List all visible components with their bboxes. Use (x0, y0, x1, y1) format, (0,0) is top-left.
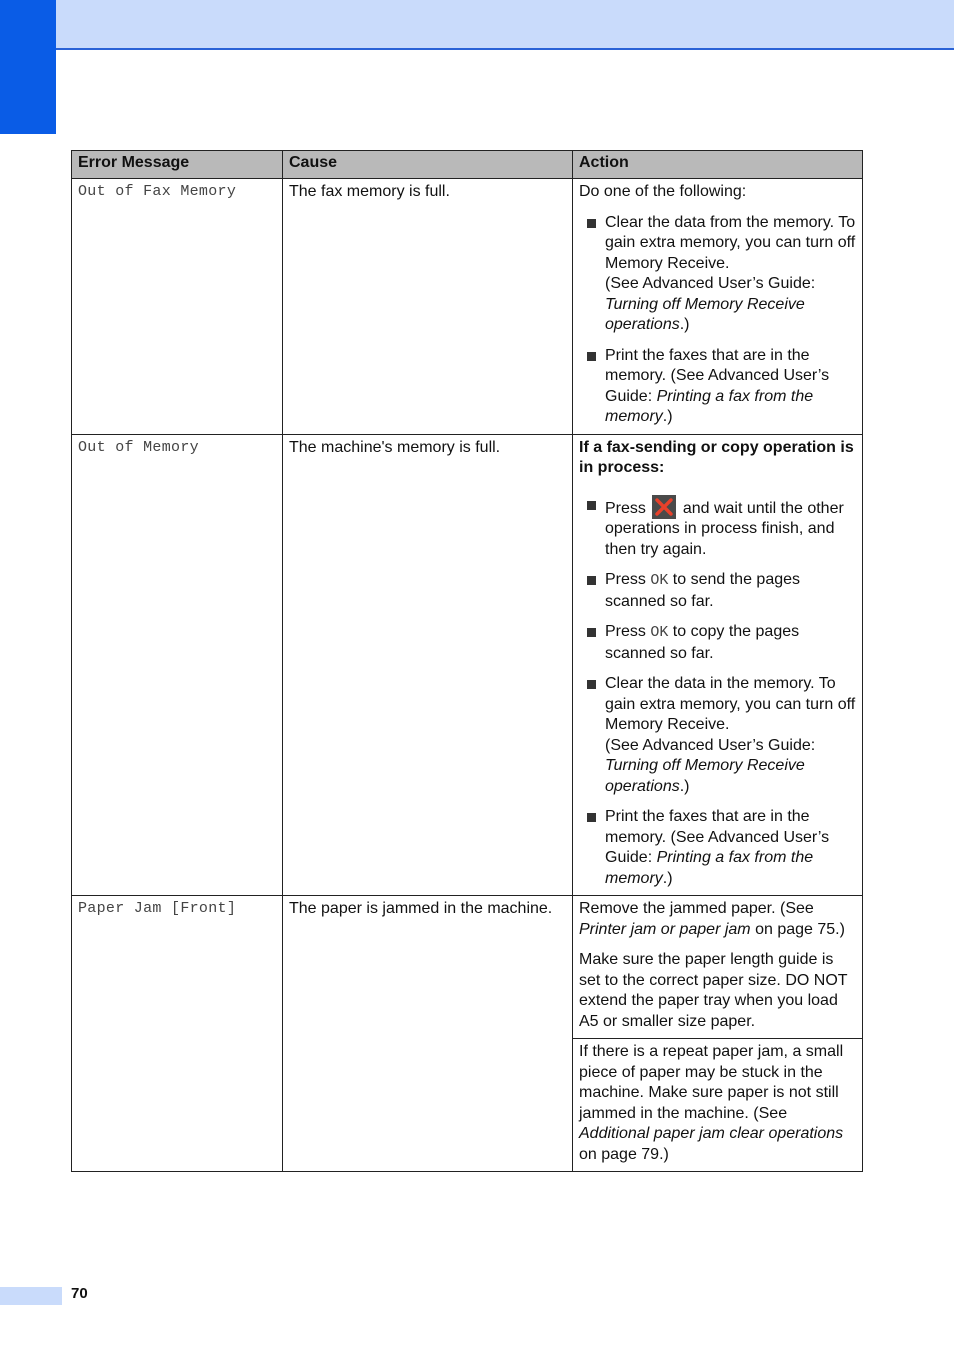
bullet-text: to send the pages scanned so far. (605, 571, 801, 610)
bullet-reference: Printing a fax from the memory (605, 849, 814, 887)
action-bullet (587, 346, 856, 428)
error-message: Paper Jam [Front] (78, 900, 237, 917)
bullet-square-icon (587, 501, 596, 510)
error-message-cell (72, 896, 283, 1172)
cause-cell (283, 434, 573, 896)
action-bullet (587, 674, 856, 797)
header-cause: Cause (283, 151, 573, 179)
action-text: Remove the jammed paper. (See (579, 900, 814, 917)
bullet-square-icon (587, 576, 596, 585)
bullet-text-end: .) (662, 869, 673, 887)
cause-cell (283, 179, 573, 435)
table-header-row (72, 151, 863, 179)
error-message-cell (72, 179, 283, 435)
action-content (573, 1039, 862, 1171)
action-paragraph (579, 1042, 856, 1165)
bullet-text: Print the faxes that are in the memory. (See Advanced User’s Guide: (605, 346, 830, 405)
ok-key-label: OK (650, 624, 669, 641)
bullet-reference: Turning off Memory Receive operations (605, 757, 805, 795)
table-row (72, 896, 863, 1172)
bullet-text-end: .) (662, 408, 673, 425)
error-message-table (71, 150, 863, 1172)
bullet-reference: Printing a fax from the memory (605, 387, 814, 425)
bullet-text: Press (605, 499, 646, 517)
bullet-text-end: .) (679, 316, 690, 333)
action-text: on page 79.) (579, 1145, 669, 1163)
bullet-text: (See Advanced User’s Guide: (605, 275, 816, 292)
action-bullet (587, 213, 856, 336)
action-heading: If a fax-sending or copy operation is in process: (579, 438, 854, 476)
bullet-text: Print the faxes that are in the memory. (See Advanced User’s Guide: (605, 808, 830, 866)
bullet-square-icon (587, 628, 596, 637)
action-content (573, 179, 862, 434)
cause-text: The paper is jammed in the machine. (289, 900, 553, 917)
bullet-text: Press (605, 571, 651, 588)
bullet-square-icon (587, 352, 596, 361)
cause-cell (283, 896, 573, 1172)
header-band (0, 0, 954, 50)
chapter-tab (0, 0, 56, 134)
table-row (72, 434, 863, 896)
action-cell (573, 179, 863, 435)
action-bullet (587, 495, 856, 561)
bullet-reference: Turning off Memory Receive operations (605, 295, 805, 333)
error-message: Out of Fax Memory (78, 183, 237, 200)
stop-x-icon (652, 495, 676, 519)
action-cell (573, 896, 863, 1172)
action-intro: Do one of the following: (579, 183, 747, 200)
action-bullet (587, 570, 856, 612)
action-paragraph (579, 899, 856, 940)
bullet-text: and wait until the other operations in process finish, and then try again. (605, 499, 844, 558)
action-reference: Printer jam or paper jam (579, 920, 751, 938)
footer-bar (0, 1287, 62, 1305)
header-error-message: Error Message (72, 151, 283, 179)
action-content (573, 435, 862, 896)
action-content (573, 896, 862, 1038)
bullet-text: (See Advanced User’s Guide: (605, 736, 816, 754)
cause-text: The fax memory is full. (289, 183, 450, 200)
bullet-text: Press (605, 623, 651, 640)
bullet-text: to copy the pages scanned so far. (605, 623, 800, 662)
action-bullet (587, 807, 856, 889)
cause-text: The machine's memory is full. (289, 438, 501, 456)
header-action: Action (573, 151, 863, 179)
page-number: 70 (71, 1285, 88, 1302)
bullet-square-icon (587, 680, 596, 689)
action-text: on page 75.) (750, 920, 845, 938)
bullet-text: Clear the data from the memory. To gain extra memory, you can turn off Memory Receive. (605, 213, 856, 272)
table-row (72, 179, 863, 435)
action-cell (573, 434, 863, 896)
bullet-text: Clear the data in the memory. To gain extra memory, you can turn off Memory Receive. (605, 675, 856, 733)
error-message: Out of Memory (78, 438, 199, 456)
action-bullet (587, 622, 856, 664)
bullet-square-icon (587, 219, 596, 228)
ok-key-label: OK (650, 572, 669, 589)
action-paragraph: Make sure the paper length guide is set to the correct paper size. DO NOT extend the paper tray when you load A5 or smaller size paper. (579, 951, 848, 1030)
error-message-cell (72, 434, 283, 896)
bullet-text-end: .) (679, 777, 690, 795)
action-text: If there is a repeat paper jam, a small piece of paper may be stuck in the machine. Make sure paper is not still jammed in the machine. (See (579, 1043, 844, 1122)
action-reference: Additional paper jam clear operations (579, 1125, 844, 1142)
bullet-square-icon (587, 813, 596, 822)
